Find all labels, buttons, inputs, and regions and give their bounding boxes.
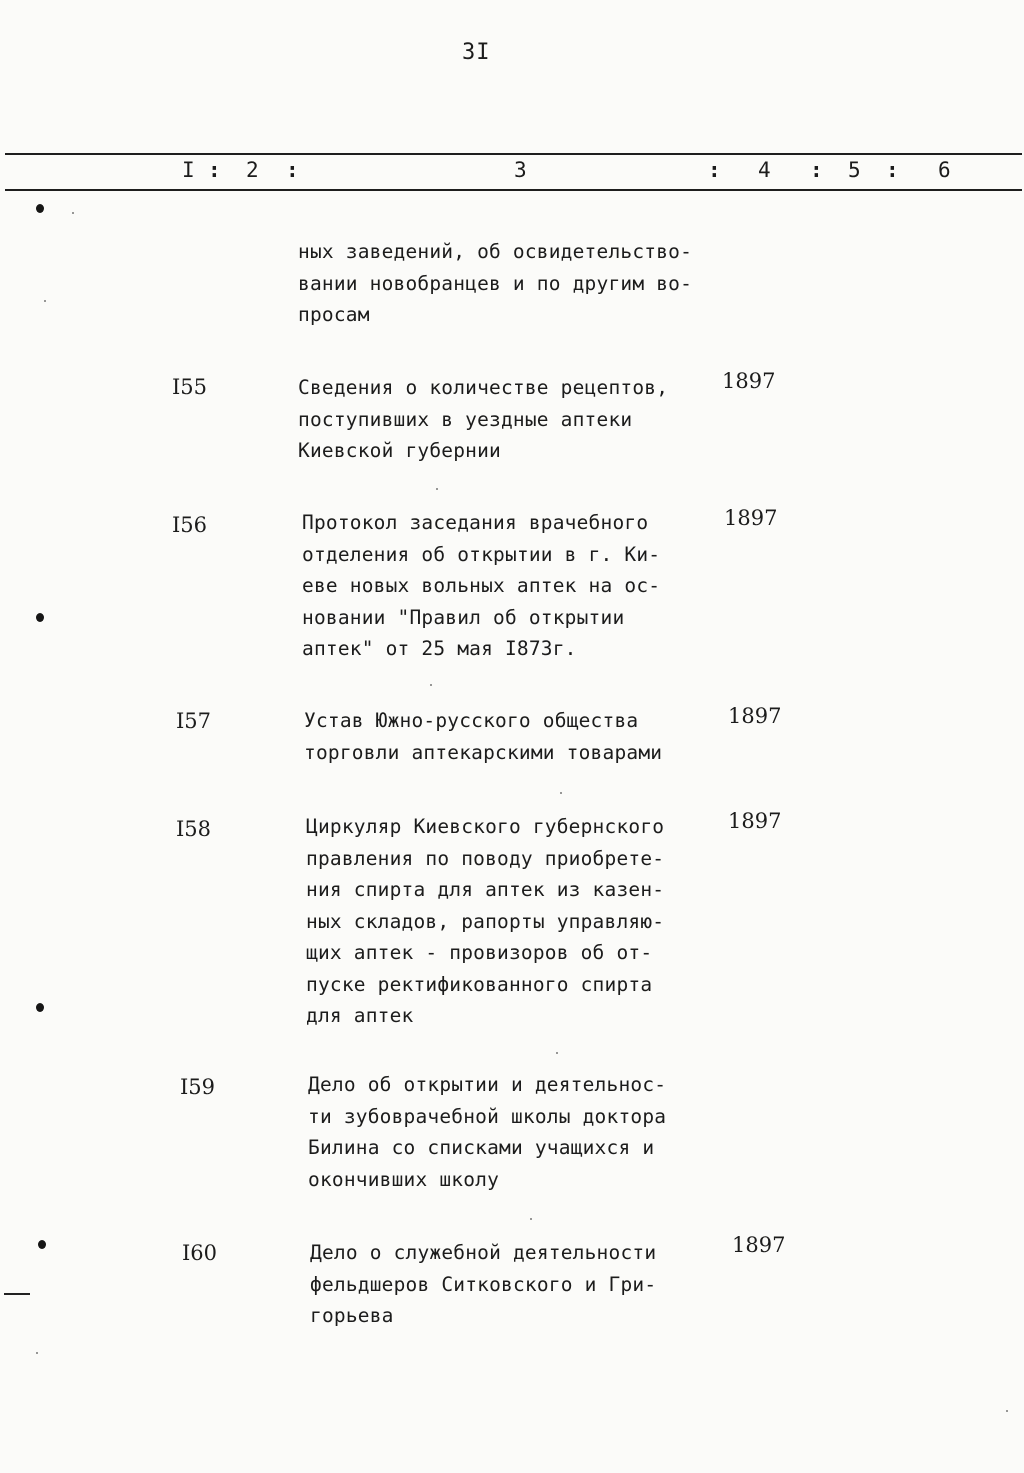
punch-hole-mark xyxy=(36,613,44,622)
continuation-text: ных заведений, об освидетельство- вании новобранцев и по другим во- просам xyxy=(298,240,693,326)
entry-year: 1897 xyxy=(724,506,778,530)
column-header-6: 6 xyxy=(938,158,951,182)
paper-speck xyxy=(44,300,46,302)
column-separator: : xyxy=(286,158,299,182)
punch-hole-mark xyxy=(38,1240,46,1249)
paper-speck xyxy=(436,488,438,490)
column-separator: : xyxy=(810,158,823,182)
column-header-2: 2 xyxy=(246,158,259,182)
page-number: 3I xyxy=(462,40,491,65)
entry-description: Дело об открытии и деятельнос- ти зубоврачебной школы доктора Билина со списками учащихся и окончивших школу xyxy=(308,1073,667,1191)
column-separator: : xyxy=(886,158,899,182)
column-header-4: 4 xyxy=(758,158,771,182)
punch-hole-mark xyxy=(36,1003,44,1012)
entry-year: 1897 xyxy=(728,704,782,728)
margin-mark xyxy=(4,1293,30,1295)
punch-hole-mark xyxy=(36,204,44,213)
entry-year: 1897 xyxy=(732,1233,786,1257)
paper-speck xyxy=(1006,1410,1008,1412)
entry-number: I57 xyxy=(176,709,212,733)
entry-number: I56 xyxy=(172,513,208,537)
paper-speck xyxy=(560,792,562,794)
entry-number: I58 xyxy=(176,817,212,841)
column-separator: : xyxy=(208,158,221,182)
entry-number: I55 xyxy=(172,375,208,399)
paper-speck xyxy=(556,1052,558,1054)
table-header-rule xyxy=(5,189,1022,191)
entry-year: 1897 xyxy=(722,369,776,393)
entry-number: I60 xyxy=(182,1241,218,1265)
entry-description: Сведения о количестве рецептов, поступивших в уездные аптеки Киевской губернии xyxy=(298,376,669,462)
paper-speck xyxy=(36,1352,38,1354)
entry-year: 1897 xyxy=(728,809,782,833)
column-header-3: 3 xyxy=(514,158,527,182)
paper-speck xyxy=(430,684,432,686)
entry-description: Циркуляр Киевского губернского правления по поводу приобрете- ния спирта для аптек из казен- ных складов, рапорты управляю- щих аптек - провизоров об от- пуске ректификованного спирта для аптек xyxy=(306,815,665,1027)
entry-description: Протокол заседания врачебного отделения об открытии в г. Ки- еве новых вольных аптек на ос- новании "Правил об открытии аптек" от 25 мая I873г. xyxy=(302,511,661,660)
column-separator: : xyxy=(708,158,721,182)
entry-description: Устав Южно-русского общества торговли аптекарскими товарами xyxy=(304,709,663,764)
paper-speck xyxy=(72,212,74,214)
column-header-1: I xyxy=(182,158,195,182)
entry-description: Дело о служебной деятельности фельдшеров Ситковского и Гри- горьева xyxy=(310,1241,657,1327)
column-header-5: 5 xyxy=(848,158,861,182)
paper-speck xyxy=(530,1218,532,1220)
entry-number: I59 xyxy=(180,1075,216,1099)
